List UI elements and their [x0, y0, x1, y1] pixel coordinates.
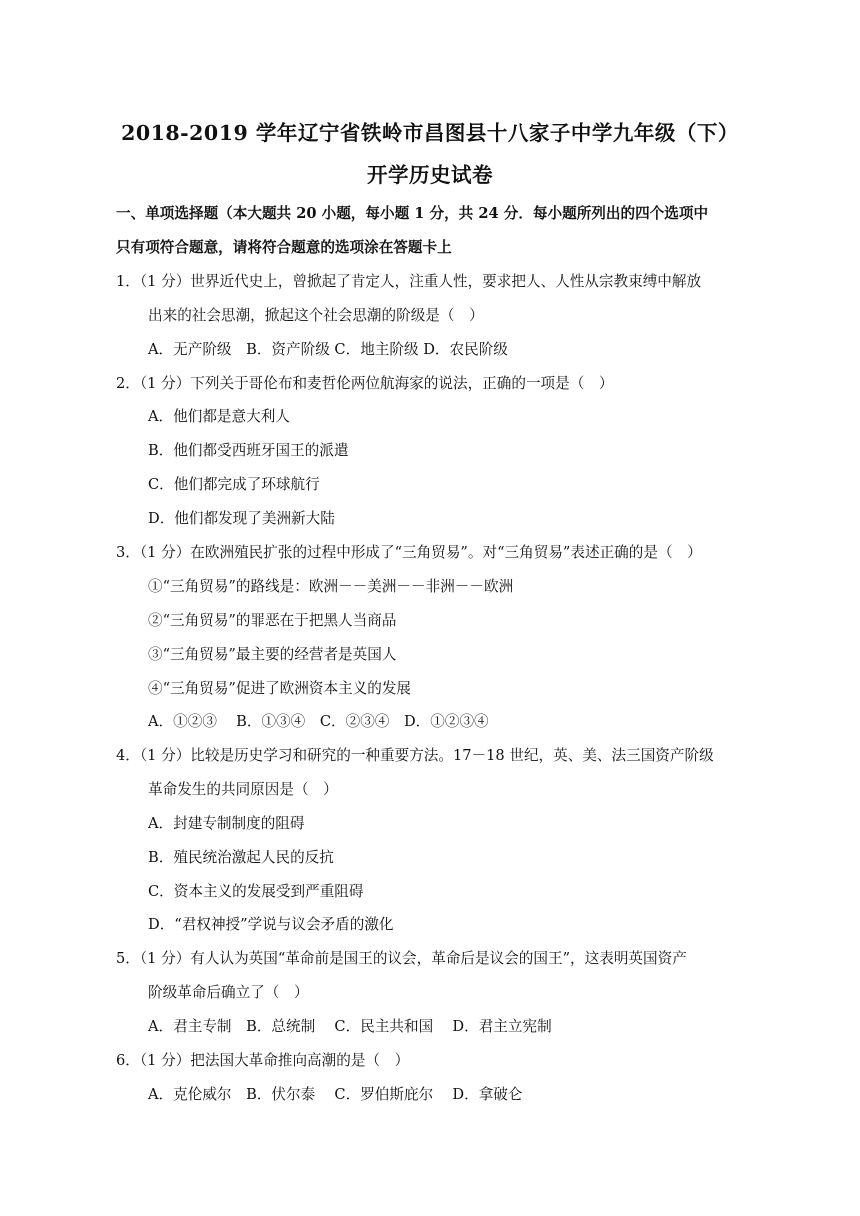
q1-stem-line-1: 1．（1 分）世界近代史上，曾掀起了肯定人，注重人性，要求把人、人性从宗教束缚中解放	[116, 273, 702, 290]
exam-title-line-2: 开学历史试卷	[367, 163, 493, 187]
q3-statement-1: ①“三角贸易”的路线是：欧洲－－美洲－－非洲－－欧洲	[148, 578, 514, 595]
q1-stem-line-2: 出来的社会思潮，掀起这个社会思潮的阶级是（ ）	[148, 307, 484, 324]
q1-options: A．无产阶级 B．资产阶级 C．地主阶级 D．农民阶级	[148, 341, 508, 358]
q4-stem-line-1: 4．（1 分）比较是历史学习和研究的一种重要方法。17－18 世纪，英、美、法三国资产阶级	[116, 747, 714, 764]
q4-stem-line-2: 革命发生的共同原因是（ ）	[148, 781, 338, 798]
q4-option-b: B．殖民统治激起人民的反抗	[148, 849, 334, 866]
q2-option-c: C．他们都完成了环球航行	[148, 476, 320, 493]
q4-option-d: D．“君权神授”学说与议会矛盾的激化	[148, 916, 394, 933]
q3-options: A．①②③ B．①③④ C．②③④ D．①②③④	[148, 713, 489, 730]
q3-stem: 3．（1 分）在欧洲殖民扩张的过程中形成了“三角贸易”。对“三角贸易”表述正确的是（ ）	[116, 544, 702, 561]
q6-options: A．克伦威尔 B．伏尔泰 C．罗伯斯庇尔 D．拿破仑	[148, 1086, 523, 1103]
q4-option-c: C．资本主义的发展受到严重阻碍	[148, 883, 364, 900]
q3-statement-2: ②“三角贸易”的罪恶在于把黑人当商品	[148, 612, 397, 629]
q2-option-b: B．他们都受西班牙国王的派遣	[148, 442, 349, 459]
q3-statement-4: ④“三角贸易”促进了欧洲资本主义的发展	[148, 680, 412, 697]
exam-title-line-1: 2018-2019 学年辽宁省铁岭市昌图县十八家子中学九年级（下）	[121, 121, 739, 145]
q5-stem-line-2: 阶级革命后确立了（ ）	[148, 984, 309, 1001]
q4-option-a: A．封建专制制度的阻碍	[148, 815, 305, 832]
q2-option-d: D．他们都发现了美洲新大陆	[148, 510, 335, 527]
q2-option-a: A．他们都是意大利人	[148, 408, 290, 425]
q5-stem-line-1: 5．（1 分）有人认为英国“革命前是国王的议会，革命后是议会的国王”，这表明英国资产	[116, 950, 687, 967]
section-instructions-line-2: 只有项符合题意，请将符合题意的选项涂在答题卡上	[116, 239, 452, 256]
q5-options: A．君主专制 B．总统制 C．民主共和国 D．君主立宪制	[148, 1018, 552, 1035]
q6-stem: 6．（1 分）把法国大革命推向高潮的是（ ）	[116, 1052, 410, 1069]
section-instructions-line-1: 一、单项选择题（本大题共 20 小题，每小题 1 分，共 24 分．每小题所列出的四个选项中	[116, 205, 709, 222]
q3-statement-3: ③“三角贸易”最主要的经营者是英国人	[148, 646, 397, 663]
q2-stem: 2．（1 分）下列关于哥伦布和麦哲伦两位航海家的说法，正确的一项是（ ）	[116, 375, 614, 392]
